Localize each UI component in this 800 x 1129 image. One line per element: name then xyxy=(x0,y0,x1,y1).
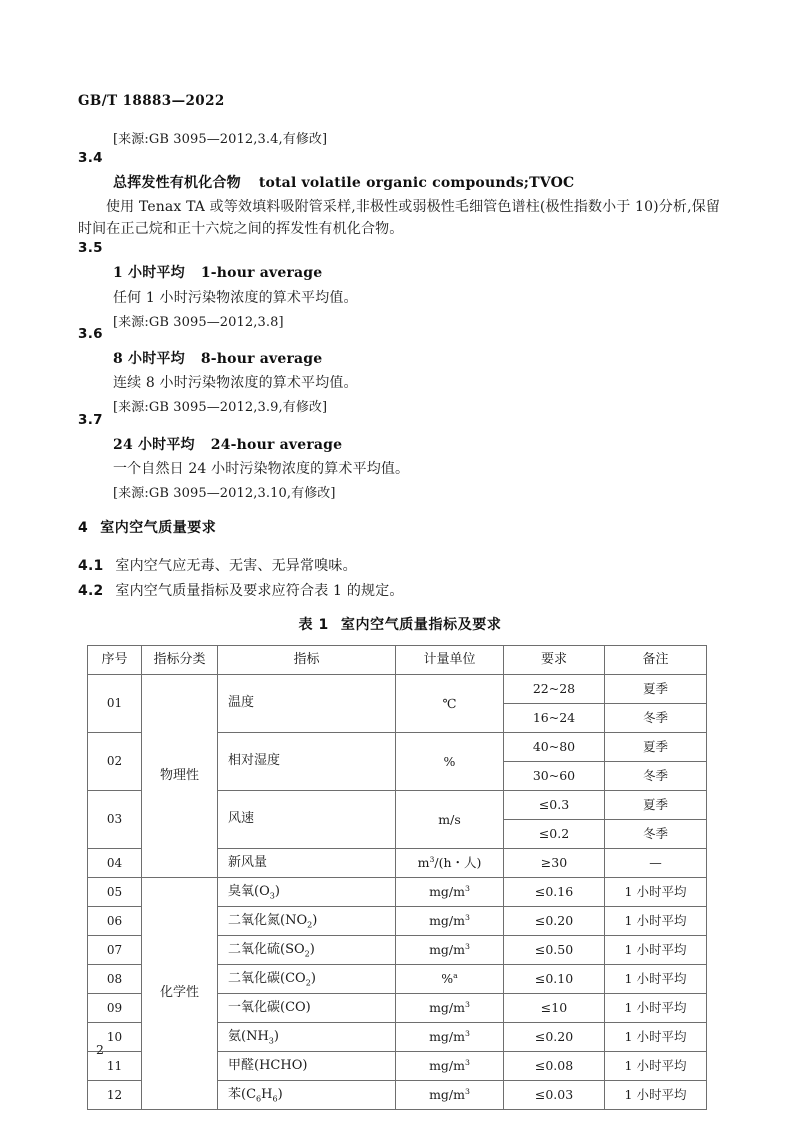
cell-remark: 冬季 xyxy=(605,762,707,791)
table-1-wrapper xyxy=(87,645,706,1110)
definition-3-5: 任何 1 小时污染物浓度的算术平均值。 xyxy=(113,290,358,306)
cell-requirement: 30~60 xyxy=(504,762,605,791)
cell-remark: 夏季 xyxy=(605,791,707,820)
definition-3-6: 连续 8 小时污染物浓度的算术平均值。 xyxy=(113,375,358,391)
cell-indicator: 二氧化碳$(CO_2)$ xyxy=(218,965,396,994)
cell-indicator: 氨$(NH_3)$ xyxy=(218,1023,396,1052)
cell-remark: 1 小时平均 xyxy=(605,994,707,1023)
cell-requirement: ≤0.16 xyxy=(504,878,605,907)
cell-category-chemical: 化学性 xyxy=(142,878,218,1110)
cell-indicator: 风速 xyxy=(218,791,396,849)
cell-requirement: ≤10 xyxy=(504,994,605,1023)
cell-index: 10 xyxy=(88,1023,142,1052)
cell-requirement: ≥30 xyxy=(504,849,605,878)
term-english-3-4: total volatile organic compounds;TVOC xyxy=(258,175,575,191)
cell-index: 04 xyxy=(88,849,142,878)
col-header-category: 指标分类 xyxy=(142,646,218,675)
cell-index: 02 xyxy=(88,733,142,791)
clause-4-2 xyxy=(78,580,404,600)
cell-unit: $mg/m^3$ xyxy=(396,1023,504,1052)
cell-remark: 1 小时平均 xyxy=(605,936,707,965)
definition-3-7: 一个自然日 24 小时污染物浓度的算术平均值。 xyxy=(113,461,410,477)
cell-requirement: ≤0.10 xyxy=(504,965,605,994)
source-reference-3-5: [来源:GB 3095—2012,3.8] xyxy=(113,315,284,330)
term-heading-3-4 xyxy=(113,172,574,192)
page-number: 2 xyxy=(96,1042,104,1057)
cell-remark: 夏季 xyxy=(605,733,707,762)
section-title-4: 室内空气质量要求 xyxy=(100,520,217,536)
cell-index: 12 xyxy=(88,1081,142,1110)
cell-requirement: ≤0.08 xyxy=(504,1052,605,1081)
cell-unit: $mg/m^3$ xyxy=(396,878,504,907)
cell-remark: 1 小时平均 xyxy=(605,878,707,907)
cell-indicator: 一氧化碳(CO) xyxy=(218,994,396,1023)
cell-requirement: ≤0.03 xyxy=(504,1081,605,1110)
section-heading-4 xyxy=(78,517,216,537)
cell-requirement: ≤0.3 xyxy=(504,791,605,820)
col-header-indicator: 指标 xyxy=(218,646,396,675)
term-english-3-6: 8-hour average xyxy=(200,351,323,367)
col-header-unit: 计量单位 xyxy=(396,646,504,675)
cell-unit: ℃ xyxy=(396,675,504,733)
cell-requirement: ≤0.2 xyxy=(504,820,605,849)
cell-requirement: ≤0.20 xyxy=(504,1023,605,1052)
cell-index: 06 xyxy=(88,907,142,936)
clause-number-3-5: 3.5 xyxy=(78,240,103,256)
table-row xyxy=(88,878,707,907)
cell-indicator: 相对湿度 xyxy=(218,733,396,791)
cell-index: 03 xyxy=(88,791,142,849)
cell-unit: $mg/m^3$ xyxy=(396,994,504,1023)
indoor-air-quality-table xyxy=(87,645,707,1110)
term-chinese-3-6: 8 小时平均 xyxy=(113,351,185,367)
cell-requirement: 40~80 xyxy=(504,733,605,762)
cell-index: 09 xyxy=(88,994,142,1023)
cell-remark: 1 小时平均 xyxy=(605,1052,707,1081)
cell-indicator: 苯$(C_6H_6)$ xyxy=(218,1081,396,1110)
cell-index: 01 xyxy=(88,675,142,733)
cell-indicator: 温度 xyxy=(218,675,396,733)
section-number-4: 4 xyxy=(78,520,89,536)
cell-indicator: 臭氧$(O_3)$ xyxy=(218,878,396,907)
cell-remark: 夏季 xyxy=(605,675,707,704)
cell-indicator: 甲醛(HCHO) xyxy=(218,1052,396,1081)
cell-unit: $mg/m^3$ xyxy=(396,936,504,965)
table-caption-title: 室内空气质量指标及要求 xyxy=(340,617,502,633)
cell-remark: 冬季 xyxy=(605,820,707,849)
cell-index: 05 xyxy=(88,878,142,907)
clause-4-2-text: 室内空气质量指标及要求应符合表 1 的规定。 xyxy=(115,583,404,599)
cell-remark: — xyxy=(605,849,707,878)
term-chinese-3-7: 24 小时平均 xyxy=(113,437,195,453)
cell-remark: 1 小时平均 xyxy=(605,1081,707,1110)
term-chinese-3-4: 总挥发性有机化合物 xyxy=(113,175,241,191)
table-header-row xyxy=(88,646,707,675)
clause-number-3-7: 3.7 xyxy=(78,412,103,428)
cell-unit: %$^a$ xyxy=(396,965,504,994)
cell-index: 08 xyxy=(88,965,142,994)
cell-requirement: ≤0.20 xyxy=(504,907,605,936)
source-reference-3-6: [来源:GB 3095—2012,3.9,有修改] xyxy=(113,400,328,415)
cell-category-physical: 物理性 xyxy=(142,675,218,878)
term-heading-3-7 xyxy=(113,434,342,454)
term-english-3-5: 1-hour average xyxy=(200,265,323,281)
cell-unit: $m^3/(h$・人) xyxy=(396,849,504,878)
cell-indicator: 二氧化硫$(SO_2)$ xyxy=(218,936,396,965)
clause-number-3-4: 3.4 xyxy=(78,150,103,166)
cell-remark: 1 小时平均 xyxy=(605,907,707,936)
table-caption-label: 表 1 xyxy=(298,617,329,633)
cell-indicator: 二氧化氮$(NO_2)$ xyxy=(218,907,396,936)
col-header-index: 序号 xyxy=(88,646,142,675)
clause-4-1-text: 室内空气应无毒、无害、无异常嗅味。 xyxy=(115,558,357,574)
running-header: GB/T 18883—2022 xyxy=(78,93,225,109)
cell-index: 07 xyxy=(88,936,142,965)
source-reference-3-7: [来源:GB 3095—2012,3.10,有修改] xyxy=(113,486,336,501)
clause-4-2-number: 4.2 xyxy=(78,583,104,599)
cell-remark: 冬季 xyxy=(605,704,707,733)
cell-remark: 1 小时平均 xyxy=(605,965,707,994)
cell-unit: % xyxy=(396,733,504,791)
cell-unit: $mg/m^3$ xyxy=(396,907,504,936)
cell-unit: $mg/m^3$ xyxy=(396,1081,504,1110)
cell-requirement: 16~24 xyxy=(504,704,605,733)
col-header-requirement: 要求 xyxy=(504,646,605,675)
table-caption xyxy=(0,614,800,634)
clause-number-3-6: 3.6 xyxy=(78,326,103,342)
cell-requirement: 22~28 xyxy=(504,675,605,704)
table-row xyxy=(88,675,707,704)
clause-4-1 xyxy=(78,555,357,575)
term-heading-3-5 xyxy=(113,262,322,282)
definition-3-4: 使用 Tenax TA 或等效填料吸附管采样,非极性或弱极性毛细管色谱柱(极性指数小于 10)分析,保留时间在正己烷和正十六烷之间的挥发性有机化合物。 xyxy=(78,199,720,237)
cell-unit: $mg/m^3$ xyxy=(396,1052,504,1081)
clause-4-1-number: 4.1 xyxy=(78,558,104,574)
cell-unit: m/s xyxy=(396,791,504,849)
cell-indicator: 新风量 xyxy=(218,849,396,878)
source-reference-3-3: [来源:GB 3095—2012,3.4,有修改] xyxy=(113,132,328,147)
term-heading-3-6 xyxy=(113,348,322,368)
term-english-3-7: 24-hour average xyxy=(210,437,343,453)
col-header-remark: 备注 xyxy=(605,646,707,675)
table-body xyxy=(88,675,707,1110)
term-chinese-3-5: 1 小时平均 xyxy=(113,265,185,281)
cell-index: 11 xyxy=(88,1052,142,1081)
cell-requirement: ≤0.50 xyxy=(504,936,605,965)
cell-remark: 1 小时平均 xyxy=(605,1023,707,1052)
